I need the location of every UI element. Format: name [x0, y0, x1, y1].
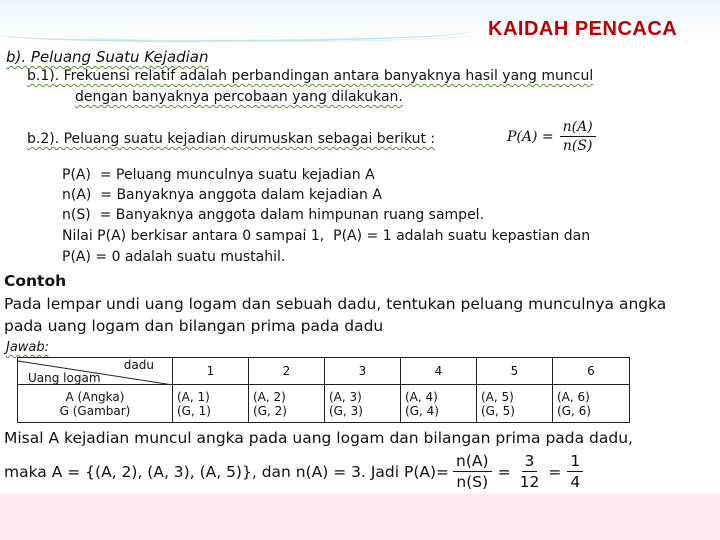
table-col-header: 1: [173, 358, 249, 385]
formula-lhs: P(A) =: [507, 128, 554, 145]
header-band: [0, 0, 720, 42]
document-body: [0, 42, 720, 494]
fraction-numerator: n(A): [453, 452, 492, 472]
equals-sign: =: [497, 462, 511, 481]
cell-bottom: (G, 2): [253, 403, 287, 418]
b1-line-2: dengan banyaknya percobaan yang dilakukan.: [75, 89, 403, 105]
question-line-1: Pada lempar undi uang logam dan sebuah dadu, tentukan peluang munculnya angka: [4, 295, 667, 313]
fraction-na-ns: [453, 452, 492, 491]
table-row-labels: [18, 385, 173, 423]
table-col-header: 5: [477, 358, 553, 385]
fraction-1-4: [567, 452, 583, 491]
probability-formula: [507, 119, 596, 154]
cell-top: (A, 1): [177, 389, 210, 404]
cell-bottom: (G, 4): [405, 403, 439, 418]
row-label-gambar: G (Gambar): [59, 403, 131, 418]
formula-fraction: [560, 119, 596, 154]
section-heading: b). Peluang Suatu Kejadian: [6, 48, 209, 66]
cell-bottom: (G, 5): [481, 403, 515, 418]
table-col-header: 4: [401, 358, 477, 385]
sample-space-table: [17, 357, 630, 423]
corner-label-dadu: dadu: [123, 358, 154, 372]
decorative-swoosh: [60, 26, 480, 42]
cell-bottom: (G, 3): [329, 403, 363, 418]
table-row: [18, 385, 630, 423]
example-heading: Contoh: [4, 272, 67, 290]
fraction-denominator: 4: [570, 473, 581, 491]
table-col-header: 2: [249, 358, 325, 385]
cell-top: (A, 4): [405, 389, 438, 404]
fraction-denominator: n(S): [456, 473, 489, 491]
definition-na: n(A) = Banyaknya anggota dalam kejadian A: [62, 187, 382, 203]
fraction-numerator: 1: [567, 452, 583, 472]
table-header-row: [18, 358, 630, 385]
table-cell: [553, 385, 630, 423]
table-cell: [325, 385, 401, 423]
cell-top: (A, 6): [557, 389, 590, 404]
definition-ns: n(S) = Banyaknya anggota dalam himpunan ruang sampel.: [62, 207, 485, 223]
corner-label-uang-logam: Uang logam: [28, 371, 101, 385]
footer-band: [0, 494, 720, 540]
fraction-numerator: 3: [522, 452, 538, 472]
table-cell: [173, 385, 249, 423]
b1-line-1: b.1). Frekuensi relatif adalah perbandingan antara banyaknya hasil yang muncul: [27, 68, 594, 84]
cell-bottom: (G, 1): [177, 403, 211, 418]
question-line-2: pada uang logam dan bilangan prima pada dadu: [4, 317, 384, 335]
fraction-3-12: [517, 452, 543, 491]
note-line-1: Nilai P(A) berkisar antara 0 sampai 1, P(A) = 1 adalah suatu kepastian dan: [62, 228, 591, 244]
table-cell: [477, 385, 553, 423]
table-col-header: 6: [553, 358, 630, 385]
equals-sign: =: [548, 462, 562, 481]
row-label-angka: A (Angka): [65, 389, 125, 404]
cell-top: (A, 5): [481, 389, 514, 404]
answer-label: Jawab:: [6, 340, 50, 355]
cell-top: (A, 3): [329, 389, 362, 404]
conclusion-line-1: Misal A kejadian muncul angka pada uang logam dan bilangan prima pada dadu,: [4, 429, 633, 447]
b2-text: b.2). Peluang suatu kejadian dirumuskan sebagai berikut :: [27, 131, 436, 147]
formula-numerator: n(A): [560, 119, 596, 137]
conclusion-prefix: maka A = {(A, 2), (A, 3), (A, 5)}, dan n(A) = 3. Jadi P(A)=: [4, 462, 450, 481]
note-line-2: P(A) = 0 adalah suatu mustahil.: [62, 249, 286, 265]
cell-bottom: (G, 6): [557, 403, 591, 418]
table-cell: [401, 385, 477, 423]
cell-top: (A, 2): [253, 389, 286, 404]
formula-denominator: n(S): [562, 138, 593, 154]
table-col-header: 3: [325, 358, 401, 385]
table-corner-cell: [18, 358, 173, 385]
fraction-denominator: 12: [519, 473, 540, 491]
definition-pa: P(A) = Peluang munculnya suatu kejadian A: [62, 167, 375, 183]
conclusion-line-2: [4, 452, 587, 491]
table-cell: [249, 385, 325, 423]
slide-title: KAIDAH PENCACA: [488, 18, 678, 40]
